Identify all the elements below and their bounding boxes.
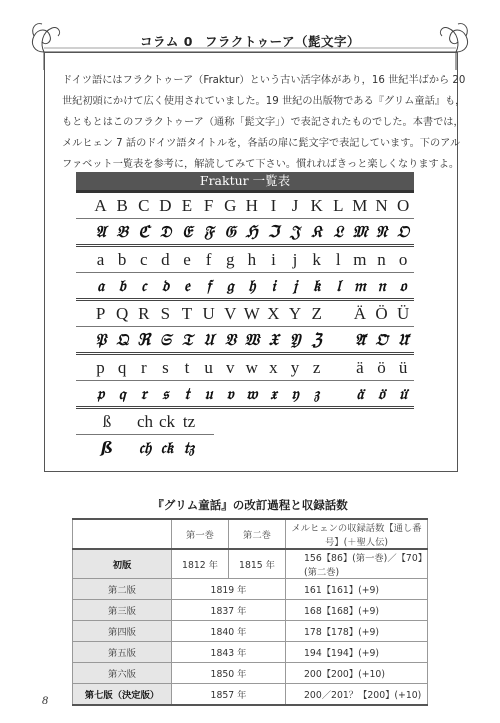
glyph-cell: G xyxy=(224,195,237,215)
glyph-cell: 𝔒̈ xyxy=(375,329,388,349)
glyph-cell: W xyxy=(243,303,260,323)
glyph-cell: 𝔧 xyxy=(292,275,298,295)
table-row xyxy=(73,549,428,579)
glyph-cell: 𝔳 xyxy=(226,383,234,403)
paragraph-line: ファベット一覧表を参考に，解読してみて下さい。慣れればきっと楽しくなりますよ。 xyxy=(62,159,460,170)
glyph-cell: s xyxy=(162,357,169,377)
glyph-cell: Y xyxy=(288,303,302,323)
glyph-cell: l xyxy=(335,249,341,269)
glyph-cell: D xyxy=(159,195,172,215)
row-ligatures-fraktur xyxy=(76,435,214,460)
year-cell: 1819 年 xyxy=(172,579,286,600)
glyph-cell: 𝔞̈ xyxy=(356,383,364,403)
glyph-cell: B xyxy=(116,195,128,215)
glyph-cell: L xyxy=(333,195,344,215)
row-lower-fraktur xyxy=(76,273,414,301)
row-upper-latin-2 xyxy=(76,301,414,327)
glyph-cell: 𝔍 xyxy=(290,221,300,241)
glyph-cell: 𝔐 xyxy=(352,221,368,241)
page-number: 8 xyxy=(42,693,48,707)
row-upper-fraktur xyxy=(76,219,414,247)
glyph-cell: Q xyxy=(116,303,129,323)
header-cell: 第一巻 xyxy=(172,519,229,549)
glyph-cell: 𝔈 xyxy=(182,221,192,241)
edition-cell: 初版 xyxy=(73,549,172,579)
edition-cell: 第五版 xyxy=(73,642,172,663)
glyph-cell: 𝔗 xyxy=(181,329,193,349)
glyph-cell: 𝔬̈ xyxy=(378,383,385,403)
glyph-cell: 𝔥 xyxy=(248,275,256,295)
glyph-cell: 𝔇 xyxy=(159,221,172,241)
glyph-cell: u xyxy=(204,357,213,377)
column-heading: フラクトゥーア（髭文字） xyxy=(204,34,360,49)
glyph-cell: 𝔶 xyxy=(291,383,299,403)
fraktur-table xyxy=(76,172,414,460)
row-lower-latin-2 xyxy=(76,355,414,381)
column-title xyxy=(0,32,500,50)
glyph-cell: ℨ xyxy=(311,330,322,349)
glyph-cell: 𝔲 xyxy=(204,383,213,403)
paragraph-line: 世紀初頭にかけて広く使用されていました。19 世紀の出版物である『グリム童話』も， xyxy=(62,96,466,107)
glyph-cell: 𝔟 xyxy=(118,275,126,295)
glyph-cell: A xyxy=(94,195,107,215)
glyph-cell: 𝔎 xyxy=(311,221,322,241)
glyph-cell: 𝔪 xyxy=(353,275,366,295)
glyph-cell: ℑ xyxy=(267,222,279,241)
glyph-cell: Ö xyxy=(375,303,388,323)
glyph-cell: 𝔠 xyxy=(141,275,147,295)
glyph-cell: q xyxy=(117,357,127,377)
year-cell: 1812 年 xyxy=(172,549,229,579)
glyph-cell: ch xyxy=(136,411,154,431)
count-cell: 200／201？【200】(+10) xyxy=(286,684,428,706)
glyph-cell: i xyxy=(271,249,276,269)
paragraph-line: もともとはこのフラクトゥーア（通称「髭文字」）で表記されたものでした。本書では， xyxy=(62,117,464,128)
glyph-cell: 𝔠𝔥 xyxy=(138,437,152,457)
edition-cell: 第三版 xyxy=(73,600,172,621)
glyph-cell: ℭ xyxy=(138,222,150,241)
glyph-cell: 𝔡 xyxy=(161,275,170,295)
glyph-cell: N xyxy=(375,195,388,215)
count-cell: 156【86】(第一巻)／【70】(第二巻) xyxy=(286,549,428,579)
glyph-cell: 𝔅 xyxy=(116,221,128,241)
glyph-cell: f xyxy=(205,249,212,269)
count-cell: 200【200】(+10) xyxy=(286,663,428,684)
glyph-cell: X xyxy=(267,303,280,323)
year-cell: 1850 年 xyxy=(172,663,286,684)
glyph-cell: 𝔱 xyxy=(184,383,190,403)
glyph-cell: ℜ xyxy=(137,330,151,349)
grimm-editions-table xyxy=(72,518,428,706)
glyph-cell: a xyxy=(96,249,105,269)
count-cell: 161【161】(+9) xyxy=(286,579,428,600)
glyph-cell: v xyxy=(225,357,235,377)
fraktur-table-title: Fraktur 一覧表 xyxy=(76,172,414,190)
glyph-cell: 𝔚 xyxy=(244,329,260,349)
glyph-cell: 𝔄̈ xyxy=(354,329,366,349)
year-cell: 1843 年 xyxy=(172,642,286,663)
glyph-cell: e xyxy=(183,249,191,269)
glyph-cell: j xyxy=(292,249,298,269)
table-row xyxy=(73,663,428,684)
glyph-cell: 𝔙 xyxy=(224,329,236,349)
glyph-cell: C xyxy=(138,195,150,215)
year-cell: 1837 年 xyxy=(172,600,286,621)
glyph-cell: 𝔲̈ xyxy=(399,383,408,403)
glyph-cell: I xyxy=(270,195,277,215)
header-cell: 第二巻 xyxy=(229,519,286,549)
glyph-cell: 𝔑 xyxy=(375,221,388,241)
glyph-cell: 𝔊 xyxy=(224,221,236,241)
glyph-cell: U xyxy=(202,303,215,323)
glyph-cell: p xyxy=(96,357,105,377)
grimm-table-title: 『グリム童話』の改訂過程と収録話数 xyxy=(152,498,348,512)
glyph-cell: O xyxy=(396,195,410,215)
glyph-cell: H xyxy=(245,195,258,215)
glyph-cell: ℌ xyxy=(245,222,258,241)
paragraph-line: メルヒェン 7 話のドイツ語タイトルを，各話の扉に髭文字で表記しています。下のアル xyxy=(62,138,461,149)
glyph-cell: 𝔞 xyxy=(97,275,105,295)
edition-cell: 第二版 xyxy=(73,579,172,600)
count-cell: 194【194】(+9) xyxy=(286,642,428,663)
row-lower-fraktur-2 xyxy=(76,381,414,409)
glyph-cell: 𝔉 xyxy=(203,221,214,241)
glyph-cell: 𝔄 xyxy=(95,221,106,241)
year-cell: 1815 年 xyxy=(229,549,286,579)
glyph-cell: 𝔠𝔨 xyxy=(160,437,174,457)
glyph-cell: 𝔘 xyxy=(203,329,214,349)
glyph-cell: Z xyxy=(311,303,322,323)
glyph-cell: R xyxy=(138,303,150,323)
count-cell: 178【178】(+9) xyxy=(286,621,428,642)
glyph-cell: T xyxy=(181,303,193,323)
glyph-cell: 𝔰 xyxy=(162,383,169,403)
glyph-cell: M xyxy=(352,195,368,215)
glyph-cell: y xyxy=(290,357,300,377)
glyph-cell: 𝔓 xyxy=(94,329,107,349)
row-upper-fraktur-2 xyxy=(76,327,414,355)
glyph-cell: 𝔔 xyxy=(116,329,129,349)
glyph-cell: V xyxy=(224,303,237,323)
glyph-cell: 𝔮 xyxy=(118,383,126,403)
glyph-cell: b xyxy=(117,249,127,269)
glyph-cell: 𝔯 xyxy=(140,383,147,403)
glyph-cell: ß xyxy=(100,438,114,457)
glyph-cell: 𝔵 xyxy=(270,383,277,403)
glyph-cell: 𝔢 xyxy=(183,275,190,295)
glyph-cell: J xyxy=(291,195,299,215)
glyph-cell: r xyxy=(140,357,147,377)
table-row xyxy=(73,642,428,663)
glyph-cell: 𝔦 xyxy=(271,275,276,295)
glyph-cell: 𝔨 xyxy=(312,275,321,295)
glyph-cell: K xyxy=(310,195,323,215)
glyph-cell: h xyxy=(247,249,257,269)
glyph-cell: ck xyxy=(158,411,176,431)
edition-cell: 第四版 xyxy=(73,621,172,642)
glyph-cell: 𝔏 xyxy=(333,221,343,241)
glyph-cell: 𝔴 xyxy=(246,383,258,403)
glyph-cell: 𝔫 xyxy=(377,275,386,295)
row-lower-latin xyxy=(76,247,414,273)
edition-cell: 第六版 xyxy=(73,663,172,684)
glyph-cell: 𝔩 xyxy=(336,275,341,295)
glyph-cell: d xyxy=(161,249,170,269)
column-intro-paragraph xyxy=(62,70,466,175)
paragraph-line: ドイツ語にはフラクトゥーア（Fraktur）という古い活字体があり，16 世紀半ばから 20 xyxy=(62,75,466,86)
table-header-row xyxy=(73,519,428,549)
row-upper-latin xyxy=(76,193,414,219)
table-row xyxy=(73,621,428,642)
glyph-cell: P xyxy=(95,303,106,323)
table-row xyxy=(73,579,428,600)
header-cell xyxy=(73,519,172,549)
glyph-cell: ö xyxy=(377,357,386,377)
glyph-cell: 𝔱𝔷 xyxy=(183,437,195,457)
glyph-cell: k xyxy=(312,249,321,269)
glyph-cell: n xyxy=(377,249,386,269)
glyph-cell: ü xyxy=(398,357,408,377)
glyph-cell: t xyxy=(184,357,190,377)
glyph-cell: ß xyxy=(102,411,112,431)
glyph-cell: 𝔒 xyxy=(397,221,410,241)
glyph-cell: w xyxy=(245,357,258,377)
glyph-cell: o xyxy=(398,249,408,269)
glyph-cell: 𝔛 xyxy=(268,329,279,349)
row-ligatures-latin xyxy=(76,409,214,435)
glyph-cell: 𝔘̈ xyxy=(397,329,409,349)
glyph-cell: g xyxy=(225,249,235,269)
column-label: コラム 0 xyxy=(139,34,193,49)
glyph-cell: 𝔖 xyxy=(159,329,171,349)
glyph-cell: 𝔤 xyxy=(226,275,234,295)
glyph-cell: 𝔭 xyxy=(96,383,105,403)
glyph-cell: z xyxy=(312,357,321,377)
glyph-cell: tz xyxy=(182,411,196,431)
glyph-cell: 𝔷 xyxy=(313,383,320,403)
glyph-cell: 𝔜 xyxy=(289,329,301,349)
glyph-cell: E xyxy=(181,195,193,215)
glyph-cell: 𝔣 xyxy=(206,275,211,295)
table-row xyxy=(73,600,428,621)
glyph-cell: S xyxy=(160,303,171,323)
glyph-cell: ä xyxy=(356,357,364,377)
glyph-cell: c xyxy=(140,249,148,269)
glyph-cell: 𝔬 xyxy=(399,275,407,295)
count-cell: 168【168】(+9) xyxy=(286,600,428,621)
glyph-cell: Ü xyxy=(396,303,410,323)
glyph-cell: m xyxy=(353,249,367,269)
glyph-cell: F xyxy=(203,195,214,215)
edition-cell: 第七版（決定版） xyxy=(73,684,172,706)
year-cell: 1857 年 xyxy=(172,684,286,706)
table-row xyxy=(73,684,428,706)
year-cell: 1840 年 xyxy=(172,621,286,642)
header-cell: メルヒェンの収録話数【通し番号】(＋聖人伝) xyxy=(286,519,428,549)
glyph-cell: x xyxy=(269,357,278,377)
glyph-cell: Ä xyxy=(353,303,366,323)
